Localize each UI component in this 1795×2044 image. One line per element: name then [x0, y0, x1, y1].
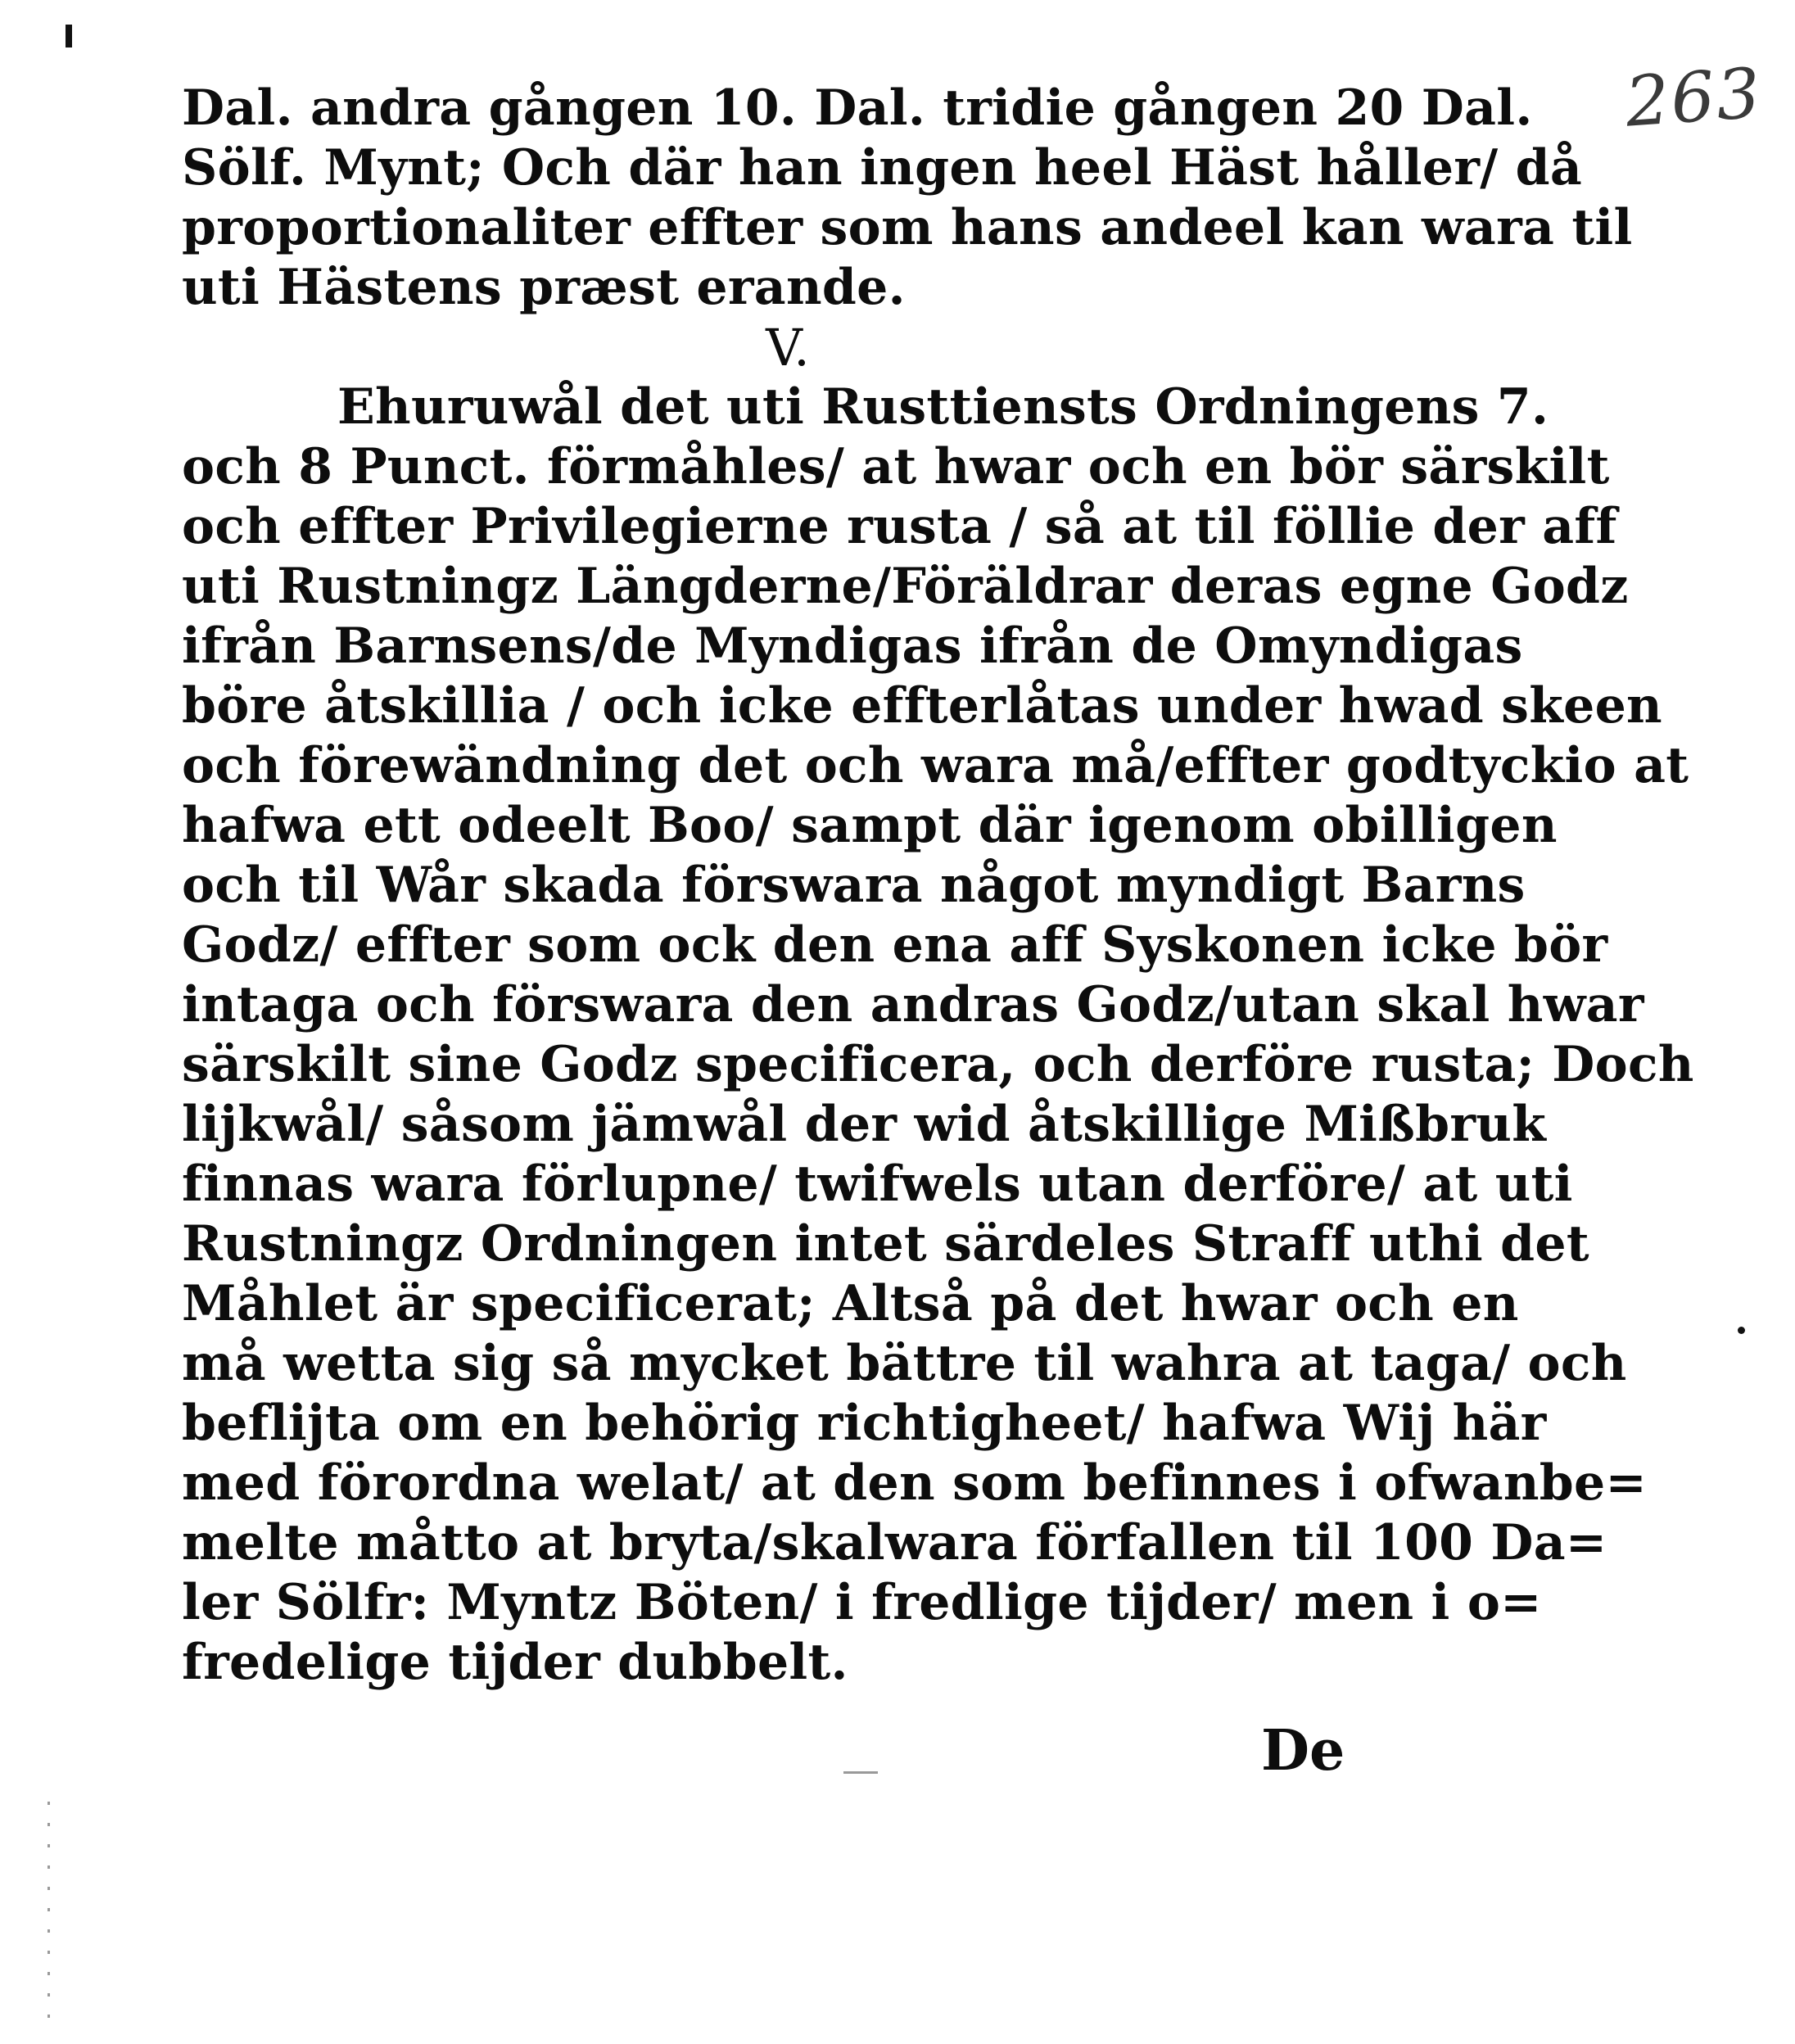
catchword: De — [1261, 1718, 1345, 1784]
text-line: uti Rustningz Längderne/Föräldrar deras egne Godz — [182, 558, 1629, 615]
ink-smudge — [843, 1771, 878, 1774]
text-line: uti Hästens præst erande. — [182, 259, 906, 316]
text-line: med förordna welat/ at den som befinnes i ofwanbe= — [182, 1454, 1648, 1512]
text-line: lijkwål/ såsom jämwål der wid åtskillige Mißbruk — [182, 1096, 1547, 1153]
text-line: hafwa ett odeelt Boo/ sampt där igenom obilligen — [182, 797, 1558, 854]
text-line: proportionaliter effter som hans andeel kan wara til — [182, 199, 1633, 256]
text-line: intaga och förswara den andras Godz/utan skal hwar — [182, 976, 1644, 1033]
text-line: Rustningz Ordningen intet särdeles Straff uthi det — [182, 1215, 1589, 1273]
text-line: och til Wår skada förswara något myndigt Barns — [182, 857, 1526, 914]
text-line: finnas wara förlupne/ twifwels utan derföre/ at uti — [182, 1155, 1573, 1213]
text-line: särskilt sine Godz specificera, och derföre rusta; Doch — [182, 1036, 1694, 1093]
page-number: 263 — [1622, 52, 1765, 142]
text-line: beflijta om en behörig richtigheet/ hafwa Wij här — [182, 1395, 1547, 1452]
ink-speck — [1738, 1327, 1745, 1334]
text-line: melte måtto at bryta/skalwara förfallen til 100 Da= — [182, 1514, 1607, 1571]
text-line: och effter Privilegierne rusta / så at til föllie der aff — [182, 498, 1617, 555]
body-text — [182, 79, 1694, 1693]
text-line: böre åtskillia / och icke effterlåtas under hwad skeen — [182, 677, 1662, 735]
text-line: och 8 Punct. förmåhles/ at hwar och en bör särskilt — [182, 438, 1610, 495]
text-line: ifrån Barnsens/de Myndigas ifrån de Omyndigas — [182, 617, 1523, 675]
text-line: Sölf. Mynt; Och där han ingen heel Häst håller/ då — [182, 139, 1583, 197]
text-line: ler Sölfr: Myntz Böten/ i fredlige tijder/ men i o= — [182, 1574, 1542, 1631]
section-heading: V. — [766, 318, 810, 378]
text-line: Ehuruwål det uti Rusttiensts Ordningens 7. — [337, 378, 1549, 436]
text-line: och förewändning det och wara må/effter godtyckio at — [182, 737, 1689, 794]
margin-scan-artifact — [47, 1802, 50, 2031]
text-line: Dal. andra gången 10. Dal. tridie gången 20 Dal. — [182, 79, 1533, 137]
text-line: må wetta sig så mycket bättre til wahra at taga/ och — [182, 1335, 1627, 1392]
text-line: Godz/ effter som ock den ena aff Syskonen icke bör — [182, 916, 1608, 974]
text-line: fredelige tijder dubbelt. — [182, 1634, 848, 1691]
text-line: Måhlet är specificerat; Altså på det hwar och en — [182, 1275, 1519, 1332]
corner-ink-mark — [66, 25, 72, 47]
